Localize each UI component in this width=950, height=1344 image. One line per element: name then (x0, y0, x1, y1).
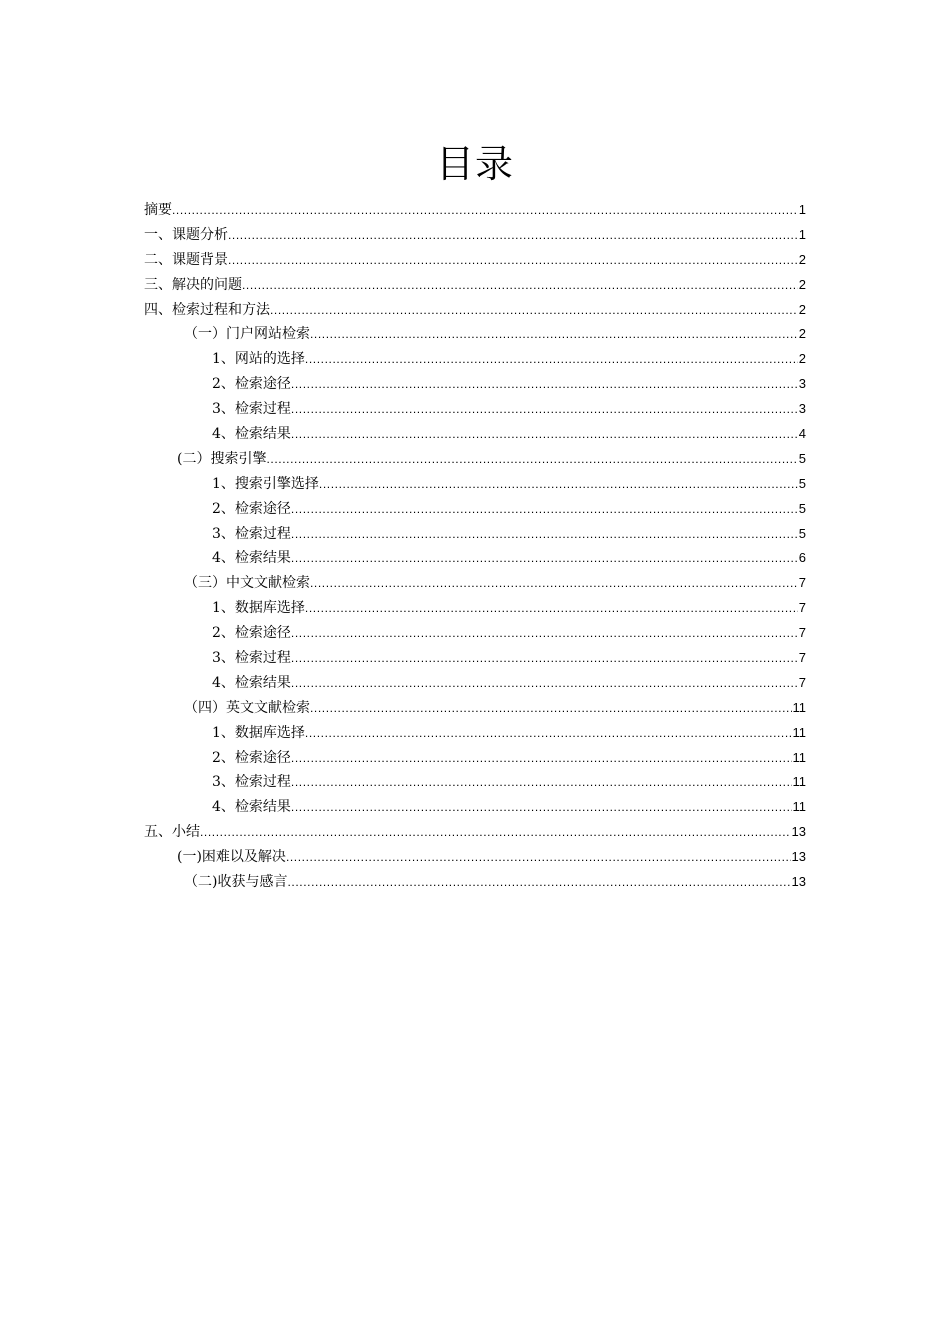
toc-page-number: 5 (798, 450, 806, 466)
toc-entry-text: 摘要 (144, 202, 172, 218)
toc-entry-text: 一、课题分析 (144, 226, 228, 243)
toc-entry-text: （一）门户网站检索 (184, 326, 310, 343)
toc-leader (305, 721, 792, 746)
toc-leader (291, 795, 792, 820)
toc-leader (291, 646, 798, 671)
toc-entry[interactable] (144, 746, 806, 771)
toc-entry[interactable] (144, 646, 806, 671)
toc-entry[interactable] (144, 422, 806, 447)
toc-entry[interactable] (144, 472, 806, 497)
toc-leader (228, 248, 798, 273)
toc-entry-text: (二）搜索引擎 (177, 450, 267, 467)
toc-leader (291, 770, 792, 795)
toc-page-number: 3 (798, 401, 806, 417)
toc-entry[interactable] (144, 596, 806, 621)
toc-page-number: 11 (792, 749, 806, 765)
toc-entry[interactable] (144, 298, 806, 323)
toc-entry-text: 3、检索过程 (212, 401, 291, 418)
toc-entry[interactable] (144, 870, 806, 895)
toc-entry[interactable] (144, 223, 806, 248)
toc-page-number: 11 (792, 774, 806, 790)
toc-leader (270, 298, 798, 323)
toc-leader (305, 596, 798, 621)
toc-entry[interactable] (144, 322, 806, 347)
toc-page-number: 6 (798, 550, 806, 566)
toc-entry-text: 3、检索过程 (212, 774, 291, 791)
toc-entry-text: 4、检索结果 (212, 550, 291, 567)
toc-page-number: 5 (798, 500, 806, 516)
toc-leader (291, 671, 798, 696)
toc-entry-text: 2、检索途径 (212, 376, 291, 393)
toc-entry[interactable] (144, 497, 806, 522)
toc-entry[interactable] (144, 273, 806, 298)
toc-page-number: 13 (791, 824, 806, 840)
toc-entry-text: 三、解决的问题 (144, 276, 242, 293)
toc-entry[interactable] (144, 522, 806, 547)
toc-page-number: 2 (798, 326, 806, 342)
toc-title: 目录 (435, 142, 514, 186)
toc-entry-text: 3、检索过程 (212, 650, 291, 667)
toc-leader (291, 397, 798, 422)
toc-page-number: 5 (798, 525, 806, 541)
toc-page-number: 7 (798, 575, 806, 591)
toc-entry[interactable] (144, 795, 806, 820)
toc-entry-text: 2、检索途径 (212, 500, 291, 517)
toc-entry[interactable] (144, 397, 806, 422)
toc-page-number: 7 (798, 625, 806, 641)
toc-page-number: 3 (798, 376, 806, 392)
toc-entry-text: 4、检索结果 (212, 799, 291, 816)
toc-entry[interactable] (144, 671, 806, 696)
toc-page-number: 2 (798, 351, 806, 367)
toc-leader (319, 472, 798, 497)
toc-entry[interactable] (144, 372, 806, 397)
toc-page-number: 7 (798, 650, 806, 666)
toc-leader (291, 372, 798, 397)
toc-entry-text: （二)收获与感言 (184, 874, 288, 891)
toc-leader (172, 198, 798, 223)
toc-leader (310, 571, 798, 596)
toc-page-number: 1 (798, 202, 806, 217)
toc-entry-text: 1、网站的选择 (212, 351, 305, 368)
toc-entry-text: 2、检索途径 (212, 625, 291, 642)
toc-page-number: 11 (792, 699, 806, 715)
toc-leader (310, 696, 792, 721)
toc-leader (291, 546, 798, 571)
toc-entry[interactable] (144, 447, 806, 472)
toc-page-number: 13 (791, 849, 806, 865)
toc-leader (291, 522, 798, 547)
toc-leader (228, 223, 798, 248)
toc-list (144, 198, 806, 895)
toc-entry[interactable] (144, 721, 806, 746)
toc-entry-text: 二、课题背景 (144, 251, 228, 268)
toc-page-number: 11 (792, 799, 806, 815)
toc-page-number: 4 (798, 426, 806, 442)
toc-leader (287, 870, 790, 895)
toc-entry[interactable] (144, 546, 806, 571)
toc-entry[interactable] (144, 248, 806, 273)
toc-page-number: 2 (798, 276, 806, 292)
toc-entry-text: （四）英文文献检索 (184, 699, 310, 716)
toc-entry[interactable] (144, 571, 806, 596)
toc-leader (242, 273, 798, 298)
toc-leader (266, 447, 797, 472)
toc-entry-text: （三）中文文献检索 (184, 575, 310, 592)
toc-leader (305, 347, 798, 372)
toc-entry[interactable] (144, 820, 806, 845)
toc-entry-text: 五、小结 (144, 824, 200, 841)
toc-page-number: 11 (792, 724, 806, 740)
toc-leader (310, 322, 798, 347)
toc-page-number: 7 (798, 674, 806, 690)
toc-entry-text: 1、搜索引擎选择 (212, 475, 319, 492)
toc-page-number: 7 (798, 600, 806, 616)
toc-page-number: 1 (798, 226, 806, 242)
toc-entry-text: 2、检索途径 (212, 749, 291, 766)
toc-entry[interactable] (144, 621, 806, 646)
toc-page-number: 2 (798, 301, 806, 317)
toc-leader (291, 746, 792, 771)
toc-entry[interactable] (144, 198, 806, 223)
toc-page-number: 5 (798, 475, 806, 491)
toc-entry-text: 4、检索结果 (212, 426, 291, 443)
toc-entry[interactable] (144, 845, 806, 870)
toc-entry-text: 3、检索过程 (212, 525, 291, 542)
toc-entry[interactable] (144, 696, 806, 721)
toc-leader (291, 497, 798, 522)
toc-entry[interactable] (144, 770, 806, 795)
toc-entry[interactable] (144, 347, 806, 372)
toc-page-number: 2 (798, 251, 806, 267)
toc-leader (291, 621, 798, 646)
toc-page-number: 13 (791, 874, 806, 890)
toc-entry-text: 四、检索过程和方法 (144, 301, 270, 318)
toc-leader (200, 820, 791, 845)
toc-leader (286, 845, 791, 870)
toc-entry-text: 1、数据库选择 (212, 724, 305, 741)
toc-entry-text: 1、数据库选择 (212, 600, 305, 617)
toc-entry-text: 4、检索结果 (212, 674, 291, 691)
toc-entry-text: (一)困难以及解决 (177, 849, 286, 866)
toc-leader (291, 422, 798, 447)
